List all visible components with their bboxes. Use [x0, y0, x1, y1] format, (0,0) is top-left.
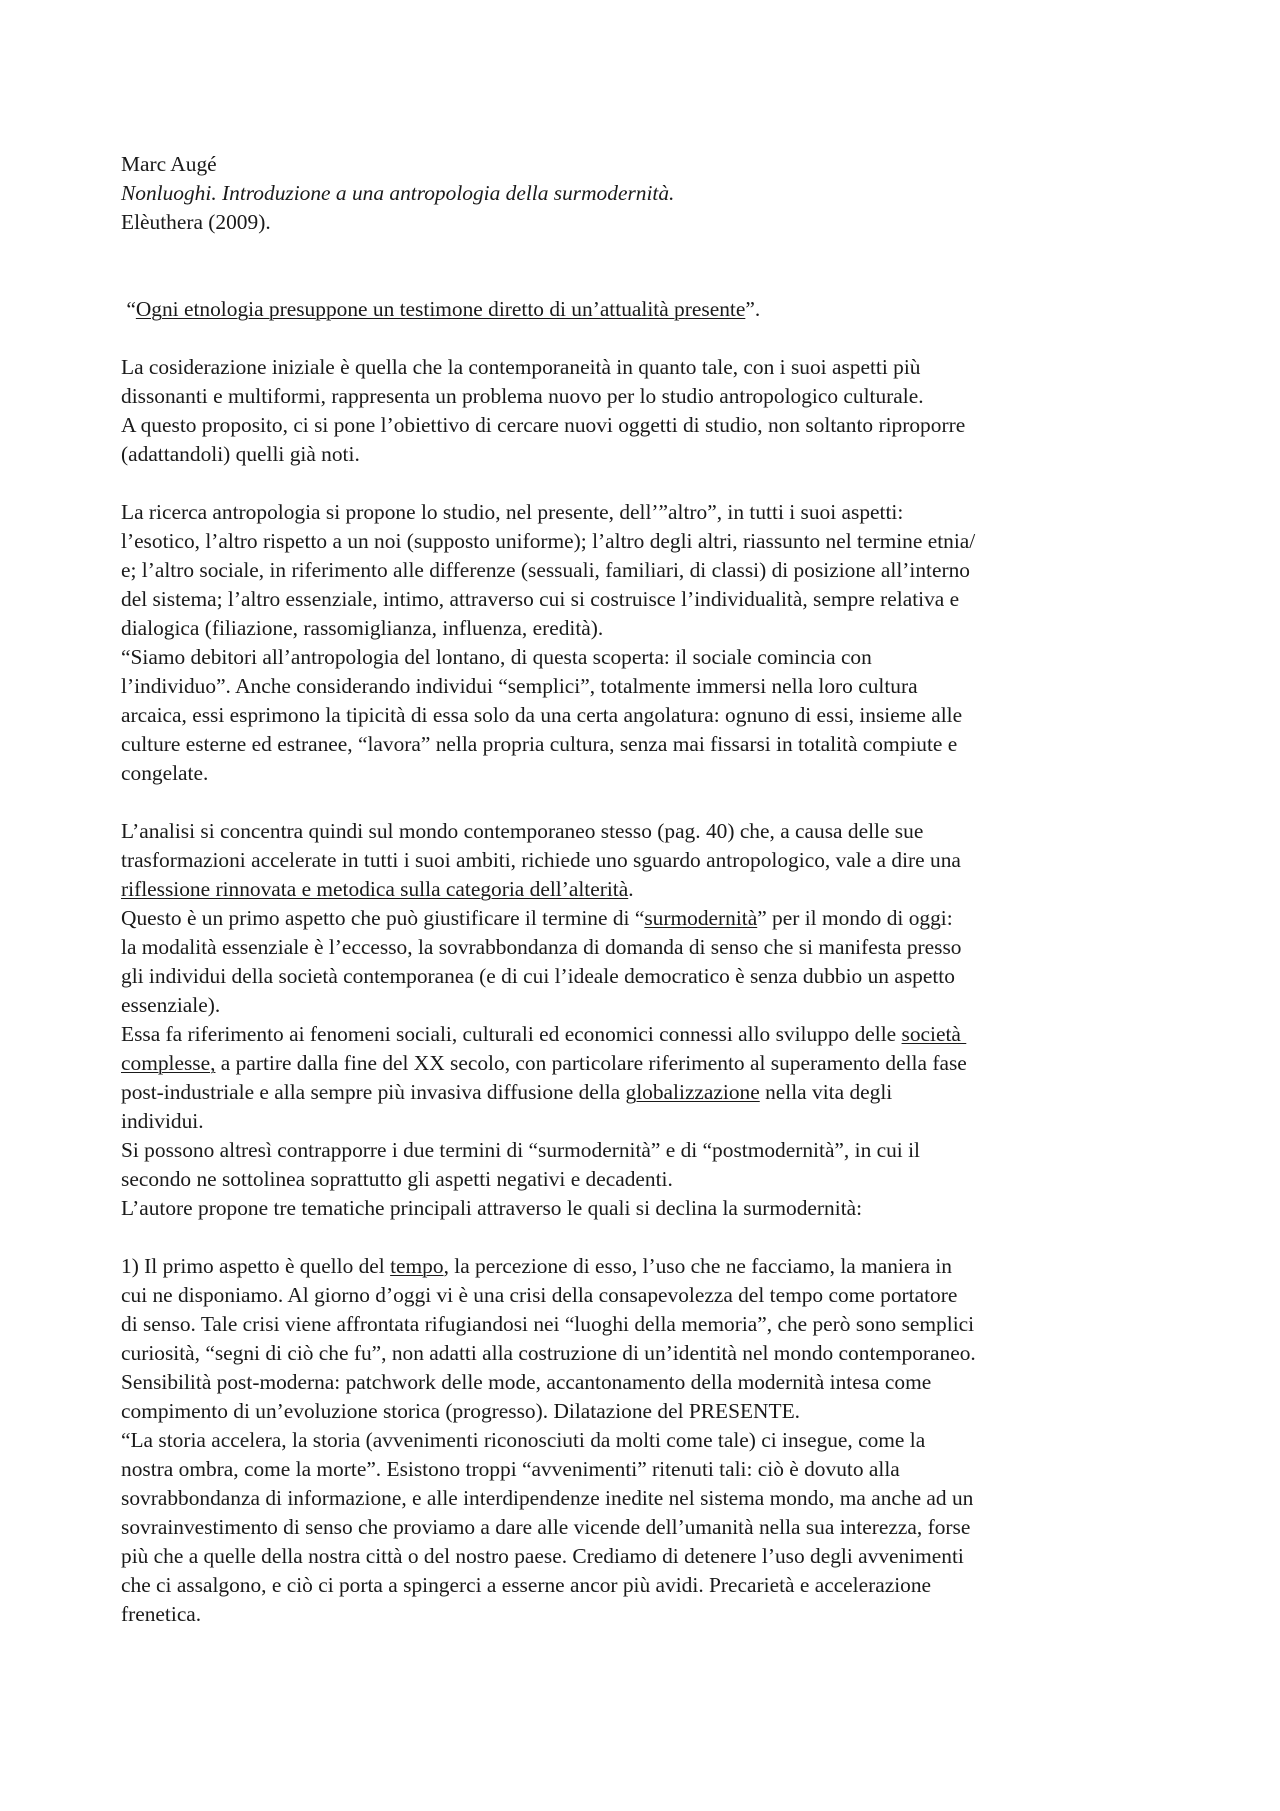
underlined-phrase: riflessione rinnovata e metodica sulla categoria dell’alterità [121, 877, 629, 901]
text-line: complesse, a partire dalla fine del XX secolo, con particolare riferimento al superamento della fase [121, 1051, 967, 1075]
underlined-term: società [901, 1022, 967, 1046]
text-line: l’esotico, l’altro rispetto a un noi (supposto uniforme); l’altro degli altri, riassunto nel termine etnia/ [121, 529, 976, 553]
spacer [121, 469, 1171, 498]
paragraph-1 [121, 353, 1171, 469]
underlined-term: tempo [390, 1254, 444, 1278]
text-line: Sensibilità post-moderna: patchwork delle mode, accantonamento della modernità intesa come [121, 1370, 932, 1394]
text-line: e; l’altro sociale, in riferimento alle differenze (sessuali, familiari, di classi) di posizione all’interno [121, 558, 970, 582]
text-line: nostra ombra, come la morte”. Esistono troppi “avvenimenti” ritenuti tali: ciò è dovuto alla [121, 1457, 900, 1481]
underlined-quote: Ogni etnologia presuppone un testimone diretto di un’attualità presente [135, 297, 746, 321]
text-line: trasformazioni accelerate in tutti i suoi ambiti, richiede uno sguardo antropologico, vale a dire una [121, 848, 961, 872]
text-line: culture esterne ed estranee, “lavora” nella propria cultura, senza mai fissarsi in totalità compiute e [121, 732, 958, 756]
document-page [121, 150, 1171, 1629]
text-line: di senso. Tale crisi viene affrontata rifugiandosi nei “luoghi della memoria”, che però sono semplici [121, 1312, 975, 1336]
author-line: Marc Augé [121, 152, 217, 176]
text-line: Questo è un primo aspetto che può giustificare il termine di “surmodernità” per il mondo di oggi: [121, 906, 953, 930]
text-line: gli individui della società contemporanea (e di cui l’ideale democratico è senza dubbio un aspetto [121, 964, 955, 988]
book-title: Nonluoghi. Introduzione a una antropologia della surmodernità. [121, 181, 675, 205]
paragraph-3 [121, 817, 1171, 1223]
text-line: individui. [121, 1109, 204, 1133]
text-line: più che a quelle della nostra città o del nostro paese. Crediamo di detenere l’uso degli avvenimenti [121, 1544, 964, 1568]
text-line: Essa fa riferimento ai fenomeni sociali, culturali ed economici connessi allo sviluppo delle società [121, 1022, 967, 1046]
text-line: La cosiderazione iniziale è quella che la contemporaneità in quanto tale, con i suoi aspetti più [121, 355, 921, 379]
underlined-term: complesse, [121, 1051, 216, 1075]
text-line: dialogica (filiazione, rassomiglianza, influenza, eredità). [121, 616, 604, 640]
text-line: l’individuo”. Anche considerando individui “semplici”, totalmente immersi nella loro cultura [121, 674, 918, 698]
text-line: secondo ne sottolinea soprattutto gli aspetti negativi e decadenti. [121, 1167, 673, 1191]
spacer [121, 788, 1171, 817]
text-line: L’analisi si concentra quindi sul mondo contemporaneo stesso (pag. 40) che, a causa delle sue [121, 819, 924, 843]
text-line: del sistema; l’altro essenziale, intimo, attraverso cui si costruisce l’individualità, sempre relativa e [121, 587, 960, 611]
text-line: cui ne disponiamo. Al giorno d’oggi vi è una crisi della consapevolezza del tempo come portatore [121, 1283, 958, 1307]
text-line: che ci assalgono, e ciò ci porta a spingerci a esserne ancor più avidi. Precarietà e accelerazione [121, 1573, 932, 1597]
text-line: curiosità, “segni di ciò che fu”, non adatti alla costruzione di un’identità nel mondo contemporaneo. [121, 1341, 976, 1365]
text-line: dissonanti e multiformi, rappresenta un problema nuovo per lo studio antropologico culturale. [121, 384, 924, 408]
underlined-term: globalizzazione [625, 1080, 760, 1104]
text-line: compimento di un’evoluzione storica (progresso). Dilatazione del PRESENTE. [121, 1399, 800, 1423]
spacer [121, 1223, 1171, 1252]
text-line: essenziale). [121, 993, 221, 1017]
text-line: Si possono altresì contrapporre i due termini di “surmodernità” e di “postmodernità”, in cui il [121, 1138, 920, 1162]
text-line: arcaica, essi esprimono la tipicità di essa solo da una certa angolatura: ognuno di essi, insieme alle [121, 703, 963, 727]
text-line: La ricerca antropologia si propone lo studio, nel presente, dell’”altro”, in tutti i suoi aspetti: [121, 500, 904, 524]
text-line: L’autore propone tre tematiche principali attraverso le quali si declina la surmodernità: [121, 1196, 863, 1220]
text-line: riflessione rinnovata e metodica sulla categoria dell’alterità. [121, 877, 634, 901]
text-line: congelate. [121, 761, 209, 785]
text-line: “Siamo debitori all’antropologia del lontano, di questa scoperta: il sociale comincia con [121, 645, 872, 669]
text-line: sovrainvestimento di senso che proviamo a dare alle vicende dell’umanità nella sua interezza, forse [121, 1515, 971, 1539]
text-line: (adattandoli) quelli già noti. [121, 442, 360, 466]
text-line: sovrabbondanza di informazione, e alle interdipendenze inedite nel sistema mondo, ma anche ad un [121, 1486, 974, 1510]
text-line: 1) Il primo aspetto è quello del tempo, la percezione di esso, l’uso che ne facciamo, la maniera in [121, 1254, 952, 1278]
text-line: A questo proposito, ci si pone l’obiettivo di cercare nuovi oggetti di studio, non soltanto riproporre [121, 413, 966, 437]
publisher-line: Elèuthera (2009). [121, 210, 271, 234]
text-line: post-industriale e alla sempre più invasiva diffusione della globalizzazione nella vita degli [121, 1080, 893, 1104]
spacer [121, 324, 1171, 353]
underlined-term: surmodernità [644, 906, 758, 930]
paragraph-2 [121, 498, 1171, 788]
epigraph-quote: “Ogni etnologia presuppone un testimone diretto di un’attualità presente”. [121, 297, 761, 321]
spacer [121, 237, 1171, 295]
paragraph-4 [121, 1252, 1171, 1629]
text-line: la modalità essenziale è l’eccesso, la sovrabbondanza di domanda di senso che si manifesta presso [121, 935, 962, 959]
text-line: “La storia accelera, la storia (avvenimenti riconosciuti da molti come tale) ci insegue, come la [121, 1428, 926, 1452]
text-line: frenetica. [121, 1602, 202, 1626]
